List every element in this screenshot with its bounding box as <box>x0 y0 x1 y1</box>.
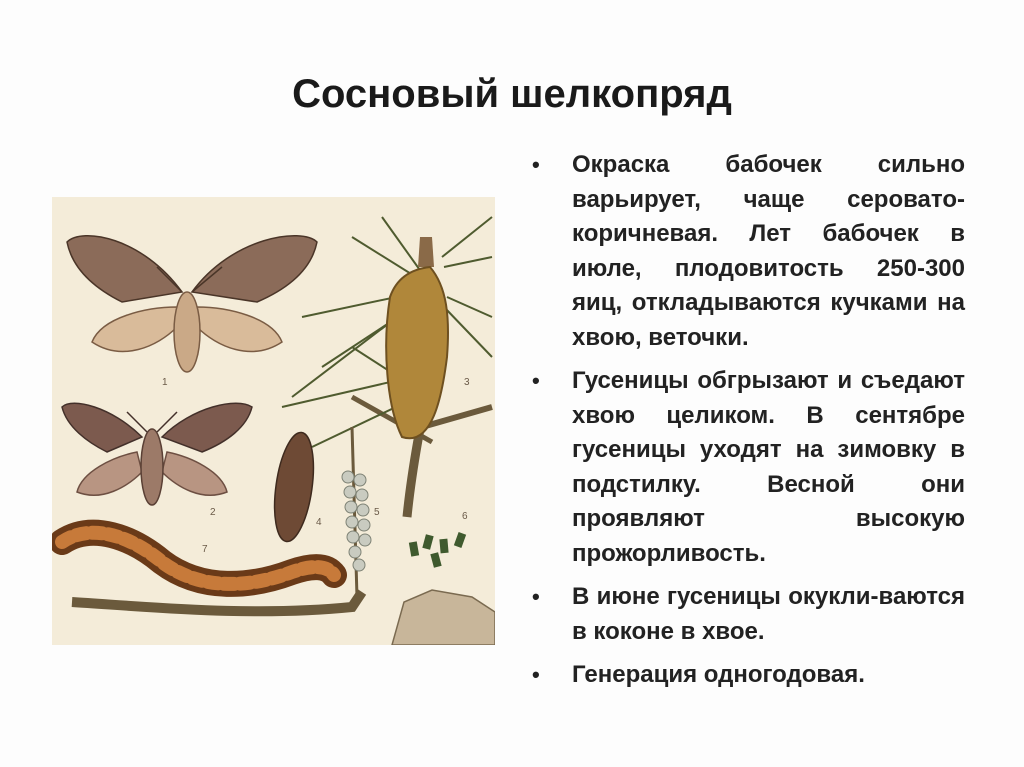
bullet-item <box>530 580 965 649</box>
pine-moth-illustration <box>52 197 495 645</box>
figure-number-4: 4 <box>316 517 322 528</box>
bullet-marker: • <box>532 368 540 393</box>
slide-title: Сосновый шелкопряд <box>292 72 732 116</box>
bullet-marker: • <box>532 584 540 609</box>
figure-number-2: 2 <box>210 507 216 518</box>
figure-number-6: 6 <box>462 511 468 522</box>
bullet-list <box>530 148 965 702</box>
bullet-item <box>530 364 965 571</box>
bullet-text: В июне гусеницы окукли-ваются в коконе в хвое. <box>572 583 965 645</box>
figure-number-1: 1 <box>162 377 168 388</box>
bullet-item <box>530 148 965 355</box>
bullet-marker: • <box>532 662 540 687</box>
bullet-marker: • <box>532 152 540 177</box>
figure-number-3: 3 <box>464 377 470 388</box>
figure-number-7: 7 <box>202 544 208 555</box>
figure-number-5: 5 <box>374 507 380 518</box>
illustration-svg <box>52 197 495 645</box>
bullet-text: Гусеницы обгрызают и съедают хвою целиком. В сентябре гусеницы уходят на зимовку в подстилку. Весной они проявляют высокую прожорливость. <box>572 367 965 567</box>
bullet-text: Окраска бабочек сильно варьирует, чаще серовато-коричневая. Лет бабочек в июле, плодовитость 250-300 яиц, откладываются кучками на хвою, веточки. <box>572 151 965 351</box>
bullet-item <box>530 658 965 693</box>
bullet-text: Генерация одногодовая. <box>572 661 865 688</box>
